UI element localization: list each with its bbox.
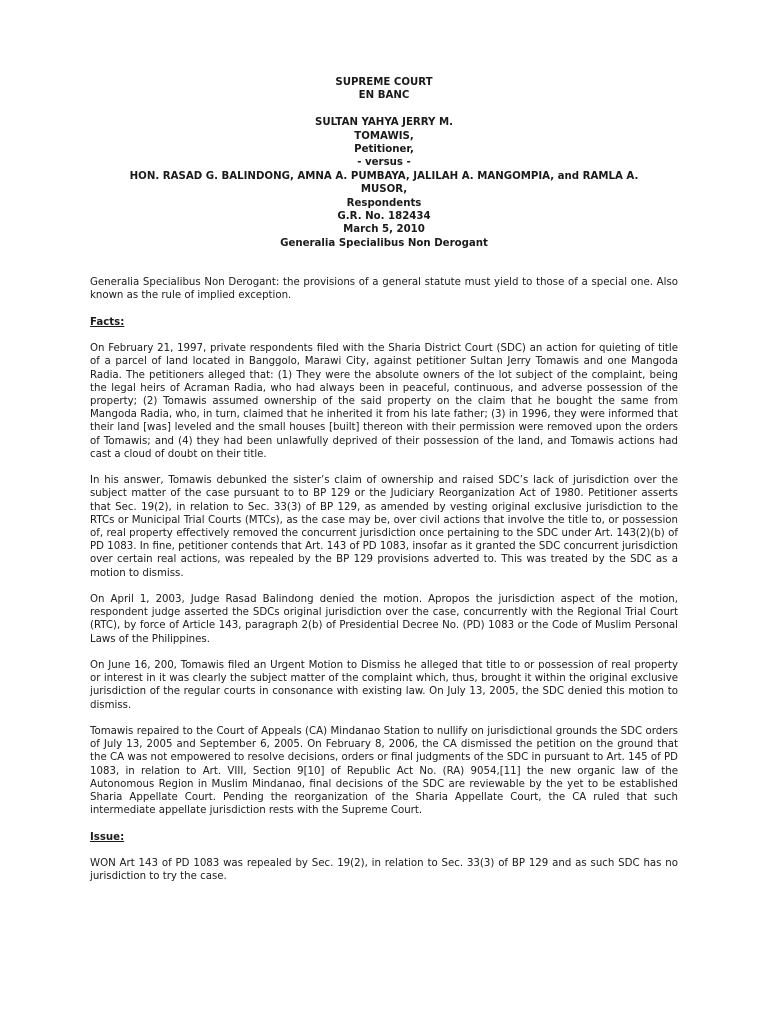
facts-paragraph-5: Tomawis repaired to the Court of Appeals (CA) Mindanao Station to nullify on jurisdictional grounds the SDC orders of July 13, 2005 and September 6, 2005. On February 8, 2006, the CA dismissed the petition on the ground that the CA was not empowered to resolve decisions, orders or final judgments of the SDC in pursuant to Art. 145 of PD 1083, in relation to Art. VIII, Section 9[10] of Republic Act No. (RA) 9054,[11] the new organic law of the Autonomous Region in Muslim Mindanao, final decisions of the SDC are reviewable by the yet to be established Sharia Appellate Court. Pending the reorganization of the Sharia Appellate Court, the CA ruled that such intermediate appellate jurisdiction rests with the Supreme Court. [90,726,678,817]
caption-gap [90,103,678,116]
respondents-role: Respondents [346,197,422,209]
document-page [90,76,678,897]
versus-line: - versus - [357,157,411,169]
court-name: SUPREME COURT [335,77,433,88]
facts-paragraph-2: In his answer, Tomawis debunked the sister’s claim of ownership and raised SDC’s lack of jurisdiction over the subject matter of the case pursuant to to BP 129 or the Judiciary Reorganization Act of 1980. Petitioner asserts that Sec. 19(2), in relation to Sec. 33(3) of BP 129, as amended by vesting original exclusive jurisdiction to the RTCs or Municipal Trial Courts (MTCs), as the case may be, over civil actions that involve the title to, or possession of, real property effectively removed the concurrent jurisdiction once pertaining to the SDC under Art. 143(2)(b) of PD 1083. In fine, petitioner contends that Art. 143 of PD 1083, insofar as it granted the SDC concurrent jurisdiction over certain real actions, was repealed by the BP 129 provisions adverted to. This was treated by the SDC as a motion to dismiss. [90,475,678,579]
facts-paragraph-4: On June 16, 200, Tomawis filed an Urgent Motion to Dismiss he alleged that title to or possession of real property or interest in it was clearly the subject matter of the complaint which, thus, brought it within the original exclusive jurisdiction of the regular courts in consonance with existing law. On July 13, 2005, the SDC denied this motion to dismiss. [90,660,678,711]
respondents-line-1: HON. RASAD G. BALINDONG, AMNA A. PUMBAYA, JALILAH A. MANGOMPIA, and RAMLA A. [129,170,639,182]
respondents-line-2: MUSOR, [360,184,408,196]
facts-paragraph-3: On April 1, 2003, Judge Rasad Balindong denied the motion. Apropos the jurisdiction aspect of the motion, respondent judge asserted the SDCs original jurisdiction over the case, concurrently with the Regional Trial Court (RTC), by force of Article 143, paragraph 2(b) of Presidential Decree No. (PD) 1083 or the Code of Muslim Personal Laws of the Philippines. [90,594,678,645]
doctrine-title: Generalia Specialibus Non Derogant [280,237,488,249]
doctrine-intro-paragraph: Generalia Specialibus Non Derogant: the provisions of a general statute must yield to those of a special one. Also known as the rule of implied exception. [90,277,678,302]
court-division: EN BANC [358,90,410,102]
issue-paragraph: WON Art 143 of PD 1083 was repealed by Sec. 19(2), in relation to Sec. 33(3) of BP 129 and as such SDC has no jurisdiction to try the case. [90,858,678,883]
facts-heading: Facts: [90,316,125,328]
section-gap [90,250,678,276]
petitioner-name-line-1: SULTAN YAHYA JERRY M. [315,117,453,129]
petitioner-role: Petitioner, [354,144,414,156]
decision-date: March 5, 2010 [343,224,425,236]
case-caption [90,76,678,250]
petitioner-name-line-2: TOMAWIS, [354,130,414,142]
gr-number: G.R. No. 182434 [337,211,431,223]
issue-heading: Issue: [90,831,125,843]
facts-paragraph-1: On February 21, 1997, private respondents filed with the Sharia District Court (SDC) an action for quieting of title of a parcel of land located in Banggolo, Marawi City, against petitioner Sultan Jerry Tomawis and one Mangoda Radia. The petitioners alleged that: (1) They were the absolute owners of the lot subject of the complaint, being the legal heirs of Acraman Radia, who had always been in peaceful, continuous, and adverse possession of the property; (2) Tomawis assumed ownership of the said property on the claim that he bought the same from Mangoda Radia, who, in turn, claimed that he inherited it from his late father; (3) in 1996, they were informed that their land [was] leveled and the small houses [built] thereon with their permission were removed upon the orders of Tomawis; and (4) they had been unlawfully deprived of their possession of the land, and Tomawis actions had cast a cloud of doubt on their title. [90,343,678,460]
